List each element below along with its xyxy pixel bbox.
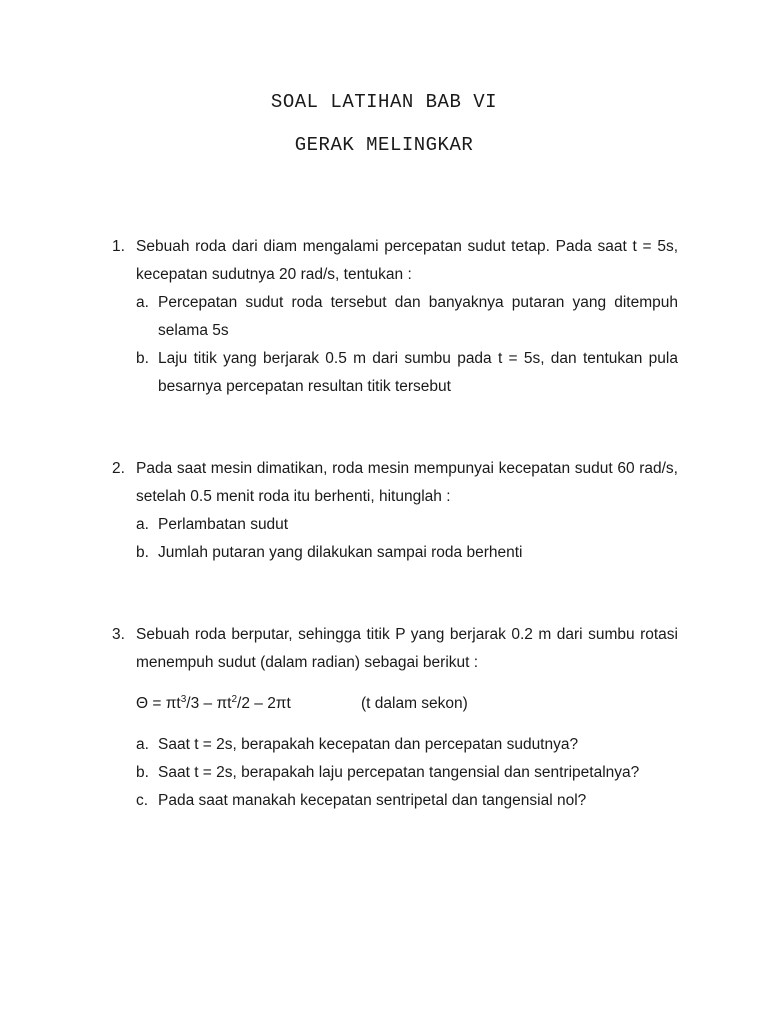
question-2a-text: Perlambatan sudut bbox=[158, 516, 289, 533]
question-1a-text: Percepatan sudut roda tersebut dan banyaknya putaran yang ditempuh selama 5s bbox=[158, 294, 678, 339]
question-3 bbox=[112, 621, 678, 815]
question-3-text: Sebuah roda berputar, sehingga titik P yang berjarak 0.2 m dari sumbu rotasi menempuh sudut (dalam radian) sebagai berikut : bbox=[136, 626, 678, 671]
question-3c-text: Pada saat manakah kecepatan sentripetal dan tangensial nol? bbox=[158, 792, 587, 809]
question-1-stem bbox=[112, 233, 678, 289]
question-1b bbox=[112, 345, 678, 401]
formula-exponent-2: 2 bbox=[231, 694, 238, 705]
question-1a bbox=[112, 289, 678, 345]
question-2b-letter: b. bbox=[136, 544, 149, 561]
formula-part-3: /2 – 2πt bbox=[237, 695, 291, 712]
question-2a-letter: a. bbox=[136, 516, 149, 533]
question-3a-letter: a. bbox=[136, 736, 149, 753]
question-1 bbox=[112, 233, 678, 401]
question-3c-letter: c. bbox=[136, 792, 149, 809]
question-3b bbox=[112, 759, 678, 787]
formula-exponent-1: 3 bbox=[180, 694, 187, 705]
question-3-formula bbox=[112, 690, 678, 718]
question-2b bbox=[112, 539, 678, 567]
document-subtitle: GERAK MELINGKAR bbox=[294, 134, 474, 156]
question-2 bbox=[112, 455, 678, 567]
question-2-stem bbox=[112, 455, 678, 511]
document-title: SOAL LATIHAN BAB VI bbox=[270, 91, 498, 113]
formula-part-2: /3 – πt bbox=[186, 695, 232, 712]
question-2-text: Pada saat mesin dimatikan, roda mesin mempunyai kecepatan sudut 60 rad/s, setelah 0.5 menit roda itu berhenti, hitunglah : bbox=[136, 460, 678, 505]
question-1-text: Sebuah roda dari diam mengalami percepatan sudut tetap. Pada saat t = 5s, kecepatan sudutnya 20 rad/s, tentukan : bbox=[136, 238, 678, 283]
question-1b-text: Laju titik yang berjarak 0.5 m dari sumbu pada t = 5s, dan tentukan pula besarnya percepatan resultan titik tersebut bbox=[158, 350, 678, 395]
question-3a bbox=[112, 731, 678, 759]
question-3b-text: Saat t = 2s, berapakah laju percepatan tangensial dan sentripetalnya? bbox=[158, 764, 640, 781]
question-1b-letter: b. bbox=[136, 350, 149, 367]
question-3b-letter: b. bbox=[136, 764, 149, 781]
formula-part-1: Θ = πt bbox=[136, 695, 181, 712]
question-2b-text: Jumlah putaran yang dilakukan sampai roda berhenti bbox=[158, 544, 523, 561]
formula-note: (t dalam sekon) bbox=[361, 695, 468, 712]
question-3-number: 3. bbox=[112, 626, 125, 643]
question-2a bbox=[112, 511, 678, 539]
question-3-stem bbox=[112, 621, 678, 677]
question-2-number: 2. bbox=[112, 460, 125, 477]
question-1-number: 1. bbox=[112, 238, 125, 255]
question-3c bbox=[112, 787, 678, 815]
question-3a-text: Saat t = 2s, berapakah kecepatan dan percepatan sudutnya? bbox=[158, 736, 579, 753]
question-1a-letter: a. bbox=[136, 294, 149, 311]
